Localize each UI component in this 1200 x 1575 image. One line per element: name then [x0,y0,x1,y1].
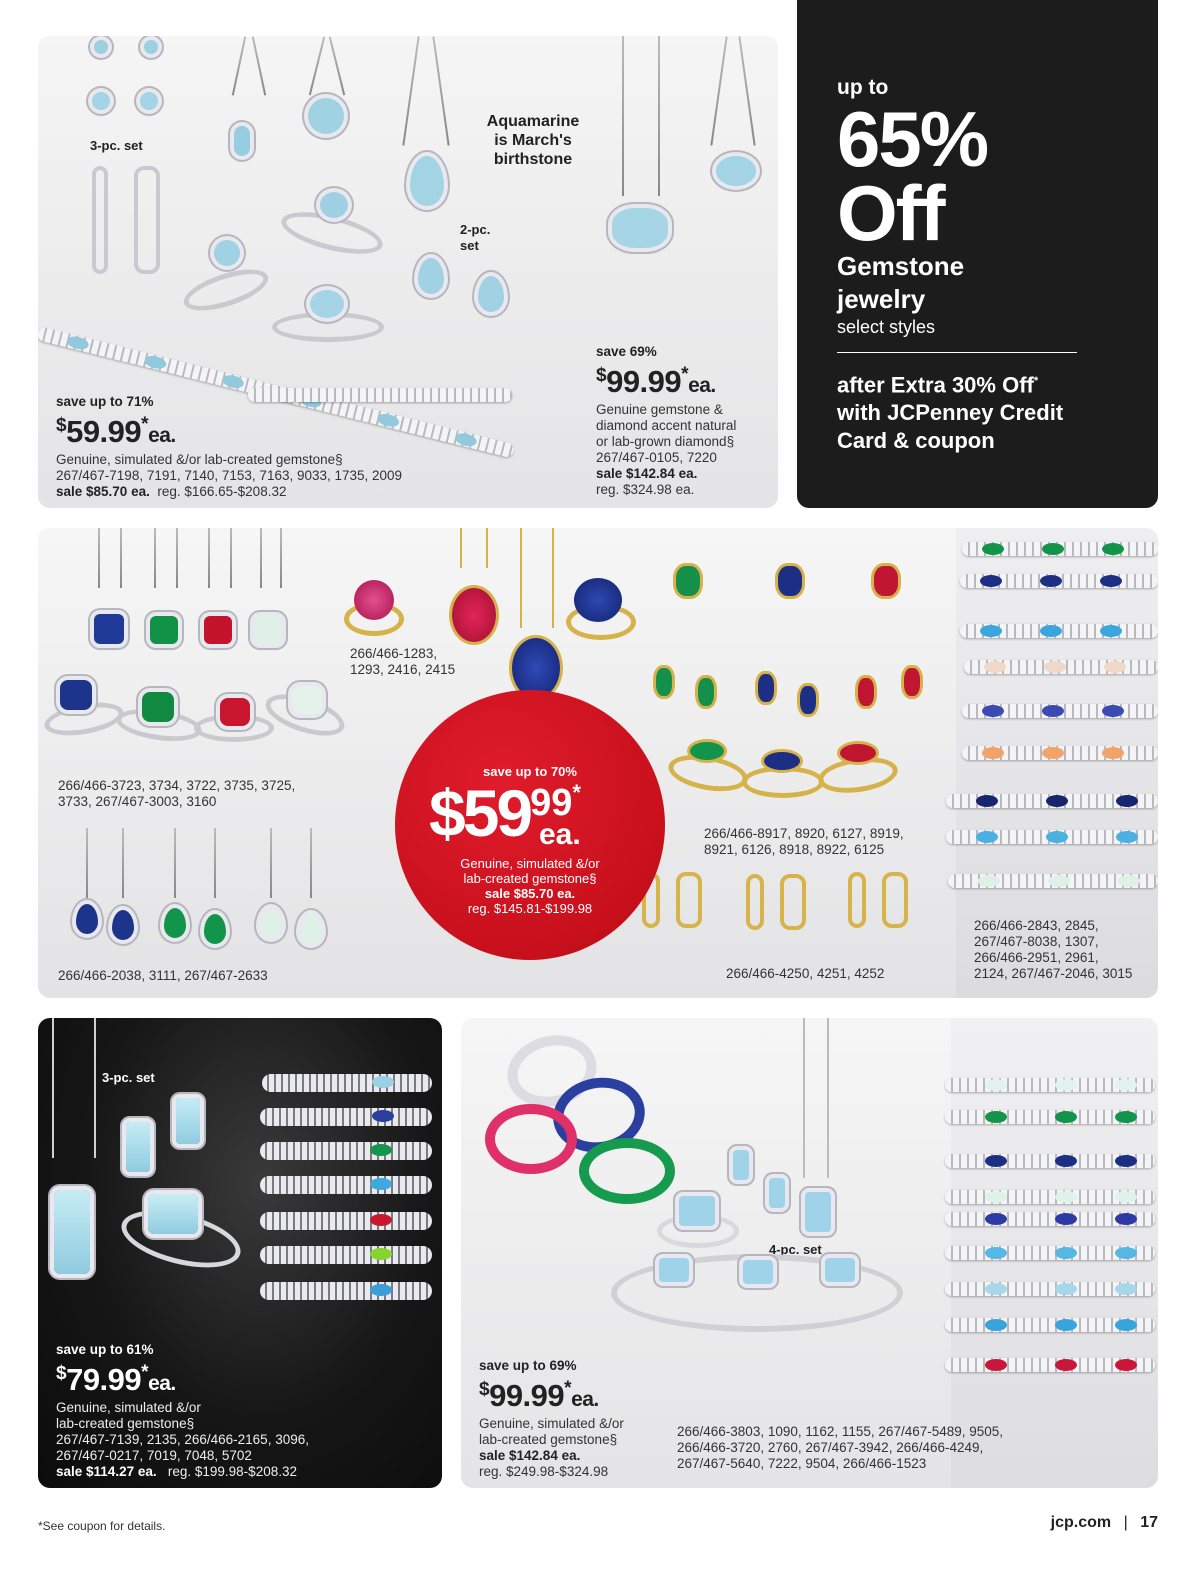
promo-divider [837,352,1077,353]
tanzanite-infinity-bracelet [945,1212,1155,1226]
blue-topaz-pendant [805,1192,831,1232]
birthstone-callout: Aquamarine is March's birthstone [486,113,580,168]
sapphire-drop-earring [112,910,134,940]
price: $5999* ea. [429,776,581,851]
save-text: save up to 70% [483,764,577,779]
sapphire-gold-ring [742,766,824,798]
promo-banner [797,0,1158,508]
opal-drop-earring [260,908,282,938]
promo-select-styles: select styles [837,317,936,337]
ruby-bracelet [260,1212,432,1230]
reg-price: reg. $166.65-$208.32 [157,484,287,499]
sku-list: 266/466-8917, 8920, 6127, 8919, 8921, 6126, 8918, 8922, 6125 [704,826,904,857]
set-label: 3-pc. set [102,1070,155,1085]
offer-right [596,344,776,498]
aquamarine-stud-earring [94,40,108,54]
aquamarine-butterfly-pendant [612,208,668,248]
aquamarine-emerald-cut-pendant [54,1190,90,1274]
circle-details: Genuine, simulated &/or lab-created gemstone§ sale $85.70 ea. reg. $145.81-$199.98 [460,856,600,916]
sale-price: sale $85.70 ea. [56,484,150,499]
blue-topaz-ring-stone [679,1196,715,1226]
coupon-footnote: *See coupon for details. [38,1519,166,1533]
aquamarine-heart-ring-stone [320,192,348,218]
aquamarine-ring-stone [214,240,240,266]
swiss-blue-infinity-bracelet [945,1318,1155,1332]
ruby-infinity-bracelet [945,1358,1155,1372]
description: lab-created gemstone§ [479,1432,618,1447]
sale-price: sale $142.84 ea. [596,466,698,481]
description: or lab-grown diamond§ [596,434,735,449]
aquamarine-earring [176,1098,200,1144]
reg-price: reg. $199.98-$208.32 [167,1464,297,1479]
description: lab-created gemstone§ [56,1416,195,1431]
sku-list: 266/466-2843, 2845, 267/467-8038, 1307, 266/466-2951, 2961, 2124, 267/467-2046, 3015 [974,918,1133,981]
emerald-ring-stone [142,692,174,722]
aquamarine-panel [38,36,778,508]
promo-after: with JCPenney Credit [837,400,1064,426]
blue-topaz-drop-earring [769,1178,785,1208]
page-footer [1051,1514,1158,1532]
sale-price: sale $114.27 ea. [56,1464,157,1479]
aquamarine-earring [126,1122,150,1172]
opal-bracelet [964,660,1158,674]
promo-percent: 65% [837,95,988,183]
emerald-gold-ring-stone [690,742,724,760]
emerald-drop-earring [164,908,186,938]
aquamarine-halo-ring-stone [310,290,344,318]
sapphire-gold-pendant [778,566,802,596]
sku-list: 266/466-4250, 4251, 4252 [726,966,885,981]
sapphire-drop-earring [76,904,98,934]
save-text: save up to 71% [56,394,154,409]
peridot-bracelet [260,1246,432,1264]
emerald-crossover-ring [579,1138,675,1204]
sapphire-cluster-stone [574,578,622,622]
sapphire-cluster-pendant [512,638,560,698]
aquamarine-ring-stone [148,1194,198,1234]
sku-list: 266/466-1283, 1293, 2416, 2415 [350,646,456,677]
ruby-pendant [204,616,232,644]
aquamarine-ring [179,261,273,319]
sku-list: 266/466-3723, 3734, 3722, 3735, 3725, 3733, 267/467-3003, 3160 [58,778,296,809]
sapphire-bracelet [960,574,1158,588]
aquamarine-stud-earring [144,40,158,54]
emerald-gold-pendant [676,566,700,596]
description: Genuine gemstone & [596,402,723,417]
reg-price: reg. $324.98 ea. [596,482,695,497]
description: Genuine, simulated &/or [479,1416,624,1431]
aquamarine-black-panel [38,1018,442,1488]
description: diamond accent natural [596,418,737,433]
aquamarine-heart-pendant [308,98,344,134]
offer [56,1342,436,1480]
tanzanite-bracelet [962,704,1158,718]
blue-topaz-infinity-bracelet [945,1246,1155,1260]
page-number: 17 [1140,1514,1158,1531]
emerald-hoop-earring [848,872,866,928]
description: Genuine, simulated &/or [56,1400,201,1415]
hoop-earring [134,166,160,274]
aquamarine-teardrop-earring [418,258,444,294]
ruby-gold-earring [858,678,874,706]
promo-up-to: up to [837,76,889,99]
ruby-gold-pendant [874,566,898,596]
save-text: save up to 69% [479,1358,577,1373]
emerald-infinity-bracelet [945,1110,1155,1124]
multi-gem-panel [461,1018,1158,1488]
aquamarine-teardrop-earring [478,276,504,312]
promo-off: Off [837,169,944,257]
promo-category: Gemstone [837,251,965,281]
sapphire-ring-stone [60,680,92,710]
emerald-gold-earring [698,678,714,706]
site-link[interactable]: jcp.com [1050,1514,1112,1531]
ruby-ring-stone [220,698,250,726]
aquamarine-pendant [234,126,250,156]
aquamarine-infinity-bracelet [945,1282,1155,1296]
reg-price: reg. $249.98-$324.98 [479,1464,609,1479]
sapphire-hoop-earring [676,872,702,928]
morganite-bracelet [962,746,1158,760]
emerald-hoop-earring [882,872,908,928]
aquamarine-halo-earring [92,92,110,110]
opal-drop-earring [300,914,322,944]
blue-topaz-bracelet [260,1176,432,1194]
sapphire-gold-earring [758,674,774,702]
promo-category: jewelry [837,284,926,314]
opal-bracelet [948,874,1158,888]
sku-list: 266/466-3803, 1090, 1162, 1155, 267/467-5489, 9505, 266/466-3720, 2760, 267/467-3942, 266/466-4249, 267/467-5640, 7222, 9504, 266/466-1523 [677,1424,1004,1471]
sku-list: 267/467-0105, 7220 [596,450,717,465]
aquamarine-teardrop-pendant [410,156,444,206]
sku-list: 266/466-2038, 3111, 267/467-2633 [58,968,268,983]
sapphire-gold-ring-stone [764,752,800,770]
sapphire-infinity-bracelet [945,1154,1155,1168]
price: $59.99*ea. [56,414,176,449]
sku-list: 267/467-0217, 7019, 7048, 5702 [56,1448,252,1463]
price: $99.99*ea. [479,1378,599,1413]
set-label: 2-pc. set [460,222,491,253]
promo-after: Card & coupon [837,428,995,454]
opal-pendant [254,616,282,644]
sapphire-bracelet [946,794,1158,808]
aquamarine-bracelet [262,1074,432,1092]
blue-topaz-bracelet [960,624,1158,638]
sku-list: 267/467-7139, 2135, 266/466-2165, 3096, [56,1432,309,1447]
emerald-gold-earring [656,668,672,696]
ruby-gold-earring [904,668,920,696]
sapphire-gold-earring [800,686,816,714]
ruby-crossover-ring [485,1104,577,1174]
sku-list: 267/467-7198, 7191, 7140, 7153, 7163, 9033, 1735, 2009 [56,468,403,483]
ruby-cluster-pendant [452,588,496,642]
opal-infinity-bracelet [945,1190,1155,1204]
aquamarine-oval-pendant [716,156,756,186]
sapphire-bracelet [260,1108,432,1126]
offer-left [56,394,456,500]
blue-topaz-bracelet [946,830,1158,844]
blue-topaz-drop-earring [733,1150,749,1180]
price: $99.99*ea. [596,364,716,399]
pink-cluster-stone [354,580,394,620]
ruby-hoop-earring [746,874,764,930]
promo-after: after Extra 30% Off* [837,372,1039,398]
save-text: save 69% [596,344,657,359]
swiss-blue-bracelet [260,1282,432,1300]
emerald-drop-earring [204,914,226,944]
opal-ring-stone [292,686,322,714]
emerald-bracelet [260,1142,432,1160]
offer [479,1358,679,1480]
price-circle-badge [395,690,665,960]
sale-price: sale $142.84 ea. [479,1448,581,1463]
hoop-earring [92,166,108,274]
opal-infinity-bracelet [945,1078,1155,1092]
sapphire-pendant [94,614,124,644]
ruby-hoop-earring [780,874,806,930]
emerald-pendant [150,616,178,644]
ruby-gold-ring-stone [840,744,876,762]
save-text: save up to 61% [56,1342,154,1357]
description: Genuine, simulated &/or lab-created gemstone§ [56,452,343,467]
set-label: 3-pc. set [90,138,143,153]
emerald-bracelet [962,542,1158,556]
aquamarine-halo-earring [140,92,158,110]
price: $79.99*ea. [56,1362,176,1397]
separator: | [1123,1514,1128,1531]
set-label: 4-pc. set [769,1242,822,1257]
